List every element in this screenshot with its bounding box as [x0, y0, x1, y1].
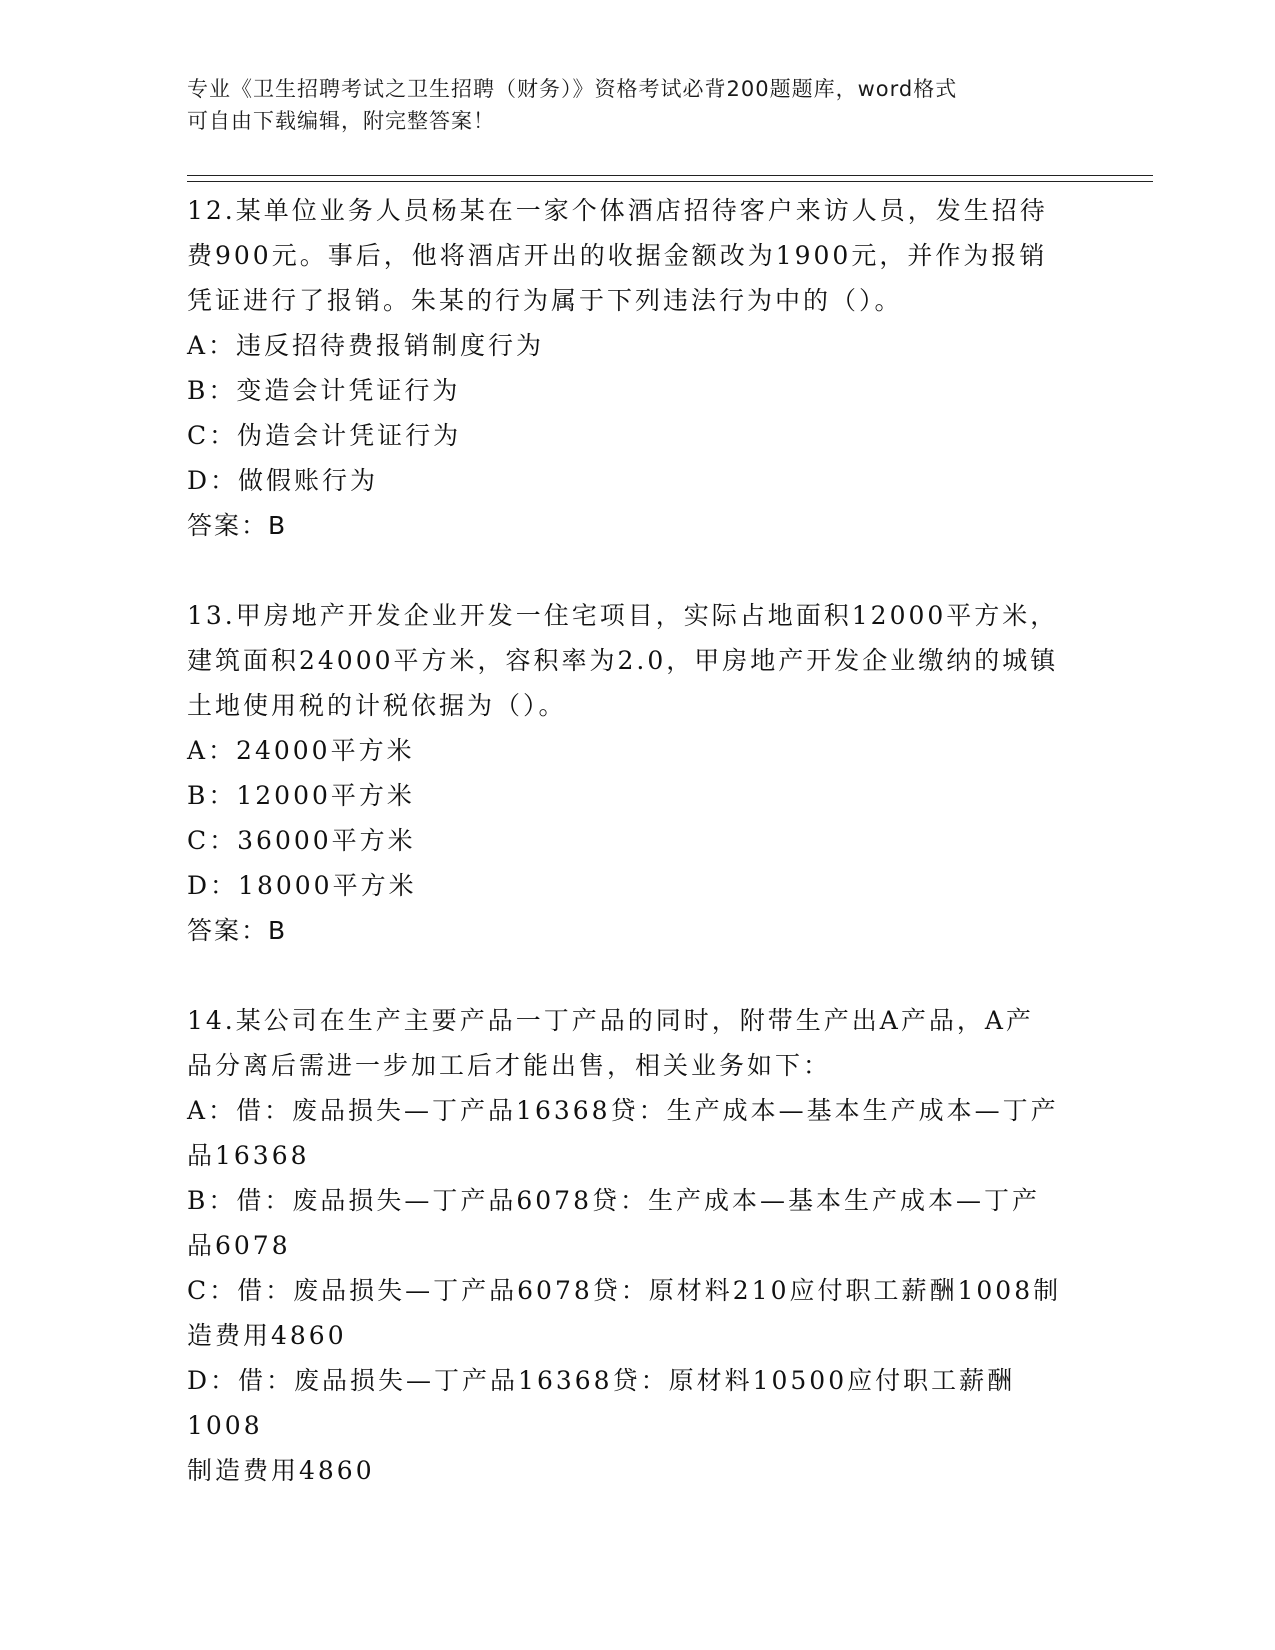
document-header [187, 73, 1067, 137]
spacer [187, 548, 1087, 593]
option-a: A：违反招待费报销制度行为 [187, 331, 545, 360]
header-divider-bottom [187, 181, 1153, 182]
option-d: D：做假账行为 [187, 466, 379, 495]
question-stem-line: 14.某公司在生产主要产品一丁产品的同时，附带生产出A产品，A产 [187, 1006, 1034, 1035]
question-stem-line: 建筑面积24000平方米，容积率为2.0，甲房地产开发企业缴纳的城镇 [187, 646, 1059, 675]
question-list [187, 188, 1087, 1493]
option-b: B：借：废品损失—丁产品6078贷：生产成本—基本生产成本—丁产 [187, 1186, 1040, 1215]
option-c: C：伪造会计凭证行为 [187, 421, 462, 450]
question-12 [187, 188, 1087, 548]
option-d: D：借：废品损失—丁产品16368贷：原材料10500应付职工薪酬1008 [187, 1366, 1016, 1440]
option-b: B：变造会计凭证行为 [187, 376, 461, 405]
question-stem-line: 土地使用税的计税依据为（）。 [187, 691, 567, 720]
option-d: D：18000平方米 [187, 871, 417, 900]
question-stem-line: 凭证进行了报销。朱某的行为属于下列违法行为中的（）。 [187, 286, 903, 315]
question-stem-line: 品分离后需进一步加工后才能出售，相关业务如下： [187, 1051, 832, 1080]
answer-line: 答案：B [187, 511, 288, 540]
header-line-1: 专业《卫生招聘考试之卫生招聘（财务）》资格考试必背200题题库，word格式 [187, 77, 958, 101]
option-b-continued: 品6078 [187, 1231, 291, 1260]
spacer [187, 953, 1087, 998]
option-c: C：借：废品损失—丁产品6078贷：原材料210应付职工薪酬1008制 [187, 1276, 1062, 1305]
question-stem-line: 12.某单位业务人员杨某在一家个体酒店招待客户来访人员，发生招待 [187, 196, 1048, 225]
header-line-2: 可自由下载编辑，附完整答案！ [187, 109, 495, 133]
header-divider-top [187, 175, 1153, 176]
question-stem-line: 13.甲房地产开发企业开发一住宅项目，实际占地面积12000平方米， [187, 601, 1059, 630]
option-a: A：借：废品损失—丁产品16368贷：生产成本—基本生产成本—丁产 [187, 1096, 1059, 1125]
option-c-continued: 造费用4860 [187, 1321, 347, 1350]
option-d-continued: 制造费用4860 [187, 1456, 375, 1485]
option-a: A：24000平方米 [187, 736, 415, 765]
question-stem-line: 费900元。事后，他将酒店开出的收据金额改为1900元，并作为报销 [187, 241, 1048, 270]
question-14 [187, 998, 1087, 1493]
answer-line: 答案：B [187, 916, 288, 945]
option-b: B：12000平方米 [187, 781, 415, 810]
option-a-continued: 品16368 [187, 1141, 310, 1170]
option-c: C：36000平方米 [187, 826, 416, 855]
question-13 [187, 593, 1087, 953]
